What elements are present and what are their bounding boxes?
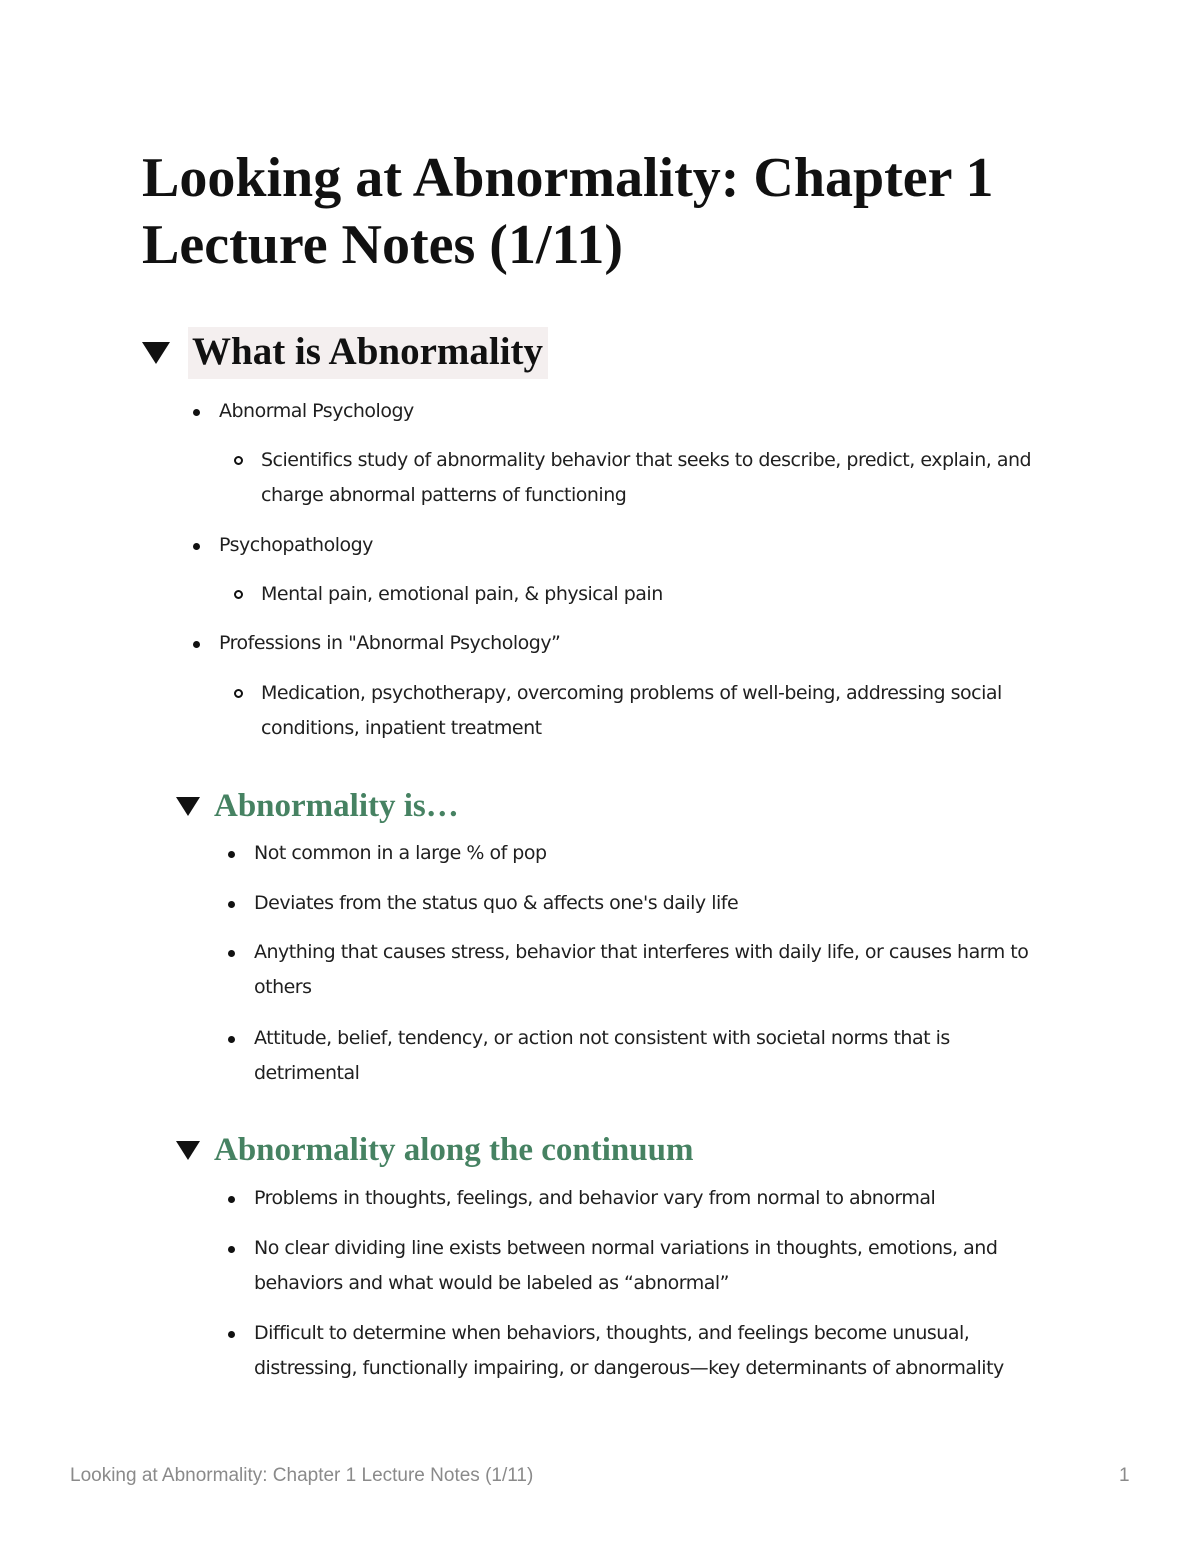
list-item: Abnormal Psychology	[219, 400, 414, 422]
list-item: Difficult to determine when behaviors, thoughts, and feelings become unusual, distressing, functionally impairing, or dangerous—key determinants of abnormality	[254, 1322, 1004, 1379]
hollow-bullet-icon	[234, 456, 243, 465]
section-heading: Abnormality along the continuum	[214, 1132, 694, 1168]
list-item: Problems in thoughts, feelings, and behavior vary from normal to abnormal	[254, 1187, 936, 1209]
bullet-icon	[228, 1331, 235, 1338]
bullet-icon	[193, 641, 200, 648]
bullet-icon	[228, 851, 235, 858]
list-item: Mental pain, emotional pain, & physical pain	[261, 583, 663, 605]
toggle-what-is-abnormality[interactable]	[142, 328, 548, 378]
list-item: Deviates from the status quo & affects one's daily life	[254, 892, 739, 914]
bullet-icon	[193, 409, 200, 416]
bullet-icon	[193, 543, 200, 550]
list-item: Scientifics study of abnormality behavior that seeks to describe, predict, explain, and charge abnormal patterns of functioning	[261, 449, 1032, 506]
list-item: Not common in a large % of pop	[254, 842, 547, 864]
toggle-triangle-icon[interactable]	[176, 1141, 200, 1160]
footer-title: Looking at Abnormality: Chapter 1 Lecture Notes (1/11)	[70, 1465, 534, 1486]
hollow-bullet-icon	[234, 689, 243, 698]
list-item: Medication, psychotherapy, overcoming problems of well-being, addressing social conditions, inpatient treatment	[261, 682, 1002, 739]
toggle-abnormality-continuum[interactable]	[176, 1125, 693, 1175]
bullet-icon	[228, 901, 235, 908]
page-title: Looking at Abnormality: Chapter 1 Lecture Notes (1/11)	[142, 147, 994, 276]
bullet-icon	[228, 1196, 235, 1203]
list-item: Professions in "Abnormal Psychology”	[219, 632, 561, 654]
toggle-abnormality-is[interactable]	[176, 781, 459, 831]
toggle-triangle-icon[interactable]	[142, 342, 170, 364]
list-item: Anything that causes stress, behavior that interferes with daily life, or causes harm to others	[254, 941, 1029, 998]
list-item: No clear dividing line exists between normal variations in thoughts, emotions, and behaviors and what would be labeled as “abnormal”	[254, 1237, 998, 1294]
bullet-icon	[228, 1036, 235, 1043]
toggle-triangle-icon[interactable]	[176, 797, 200, 816]
section-heading: Abnormality is…	[214, 788, 459, 824]
list-item: Attitude, belief, tendency, or action not consistent with societal norms that is detrimental	[254, 1027, 950, 1084]
section-heading: What is Abnormality	[188, 327, 548, 379]
hollow-bullet-icon	[234, 590, 243, 599]
bullet-icon	[228, 950, 235, 957]
page-number: 1	[1119, 1465, 1130, 1486]
list-item: Psychopathology	[219, 534, 373, 556]
bullet-icon	[228, 1246, 235, 1253]
